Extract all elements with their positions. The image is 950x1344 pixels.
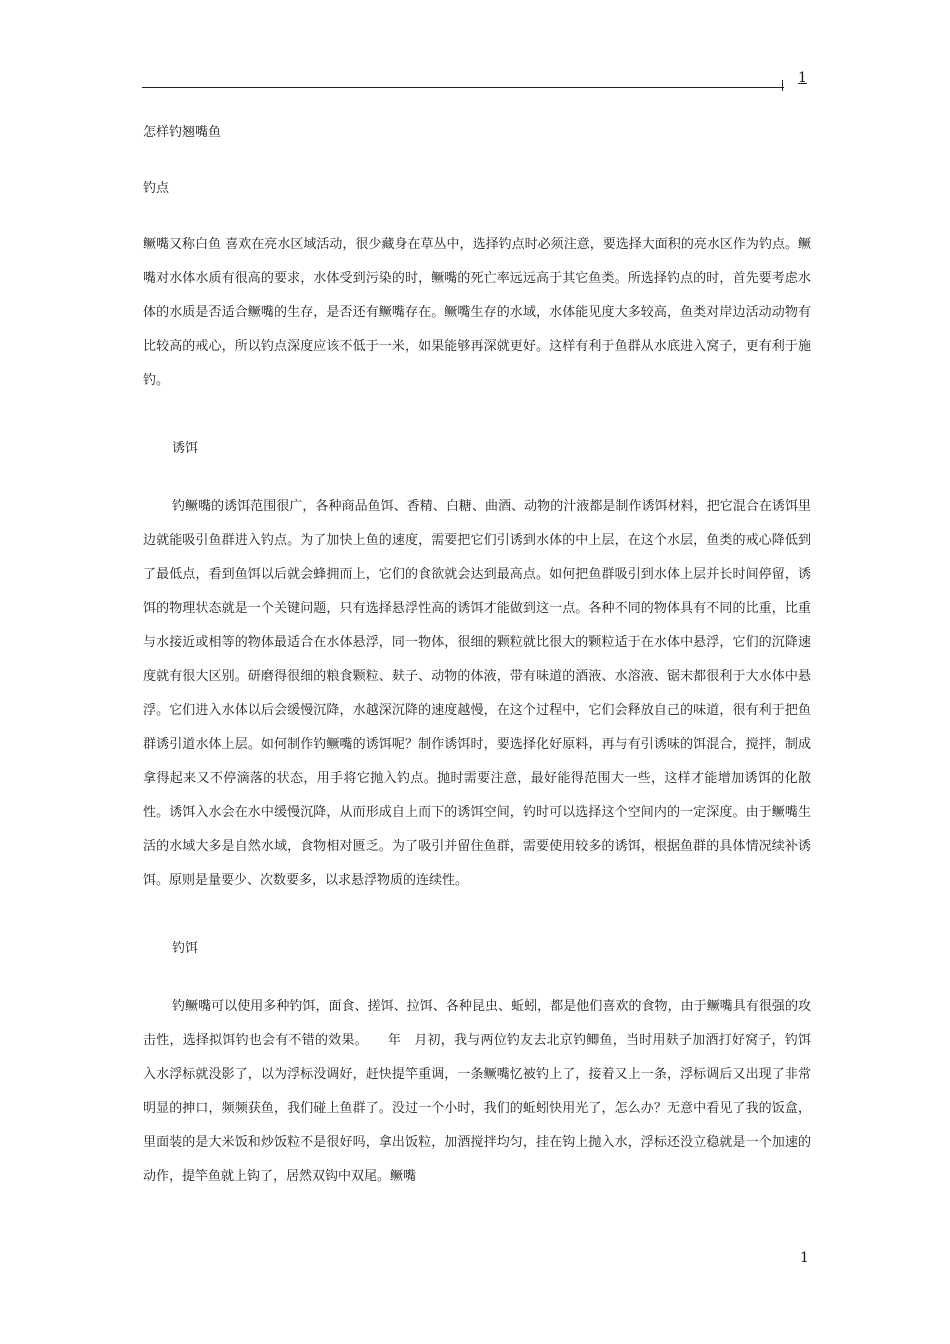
header-rule	[142, 87, 784, 88]
paragraph-groundbait: 钓鳜嘴的诱饵范围很广，各种商品鱼饵、香精、白糖、曲酒、动物的汁液都是制作诱饵材料，把它混合在诱饵里边就能吸引鱼群进入钓点。为了加快上鱼的速度，需要把它们引诱到水体的中上层，在这个水层，鱼类的戒心降低到了最低点，看到鱼饵以后就会蜂拥而上，它们的食欲就会达到最高点。如何把鱼群吸引到水体上层并长时间停留，诱饵的物理状态就是一个关键问题，只有选择悬浮性高的诱饵才能做到这一点。各种不同的物体具有不同的比重，比重与水接近或相等的物体最适合在水体悬浮，同一物体，很细的颗粒就比很大的颗粒适于在水体中悬浮，它们的沉降速度就有很大区别。研磨得很细的粮食颗粒、麸子、动物的体液，带有味道的酒液、水溶液、锯末都很利于大水体中悬浮。它们进入水体以后会缓慢沉降，水越深沉降的速度越慢，在这个过程中，它们会释放自己的味道，很有利于把鱼群诱引道水体上层。如何制作钓鳜嘴的诱饵呢？制作诱饵时，要选择化好原料，再与有引诱味的饵混合，搅拌，制成拿得起来又不停滴落的状态，用手将它抛入钓点。抛时需要注意，最好能得范围大一些，这样才能增加诱饵的化散性。诱饵入水会在水中缓慢沉降，从而形成自上而下的诱饵空间，钓时可以选择这个空间内的一定深度。由于鳜嘴生活的水域大多是自然水域，食物相对匮乏。为了吸引并留住鱼群，需要使用较多的诱饵，根据鱼群的具体情况续补诱饵。原则是量要少、次数要多，以求悬浮物质的连续性。	[143, 499, 811, 888]
paragraph-hook-bait: 钓鳜嘴可以使用多种钓饵，面食、搓饵、拉饵、各种昆虫、蚯蚓，都是他们喜欢的食物，由于鳜嘴具有很强的攻击性，选择拟饵钓也会有不错的效果。 年 月初，我与两位钓友去北京钓鲫鱼，当时用麸子加酒打好窝子，钓饵入水浮标就没影了，以为浮标没调好，赶快提竿重调，一条鳜嘴忆被钓上了，接着又上一条，浮标调后又出现了非常明显的抻口，频频获鱼，我们碰上鱼群了。没过一个小时，我们的蚯蚓快用光了，怎么办？无意中看见了我的饭盒，里面装的是大米饭和炒饭粒不是很好吗，拿出饭粒，加酒搅拌均匀，挂在钩上抛入水，浮标还没立稳就是一个加速的动作，提竿鱼就上钩了，居然双钩中双尾。鳜嘴	[143, 999, 811, 1184]
paragraph-fishing-spot: 鳜嘴又称白鱼 喜欢在亮水区域活动，很少藏身在草丛中，选择钓点时必须注意，要选择大面积的亮水区作为钓点。鳜嘴对水体水质有很高的要求，水体受到污染的时，鳜嘴的死亡率远远高于其它鱼类。所选择钓点的时，首先要考虑水体的水质是否适合鳜嘴的生存，是否还有鳜嘴存在。鳜嘴生存的水域，水体能见度大多较高，鱼类对岸边活动动物有比较高的戒心，所以钓点深度应该不低于一米，如果能够再深就更好。这样有利于鱼群从水底进入窝子，更有利于施钓。	[143, 237, 811, 388]
header-page-number: 1	[798, 70, 807, 86]
header-tick	[782, 80, 783, 91]
document-title: 怎样钓翘嘴鱼	[143, 125, 222, 140]
section-heading-hook-bait: 钓饵	[172, 941, 199, 956]
footer-page-number: 1	[800, 1250, 809, 1266]
section-heading-groundbait: 诱饵	[172, 441, 199, 456]
document-body	[143, 110, 811, 1194]
section-heading-fishing-spot: 钓点	[143, 181, 170, 196]
